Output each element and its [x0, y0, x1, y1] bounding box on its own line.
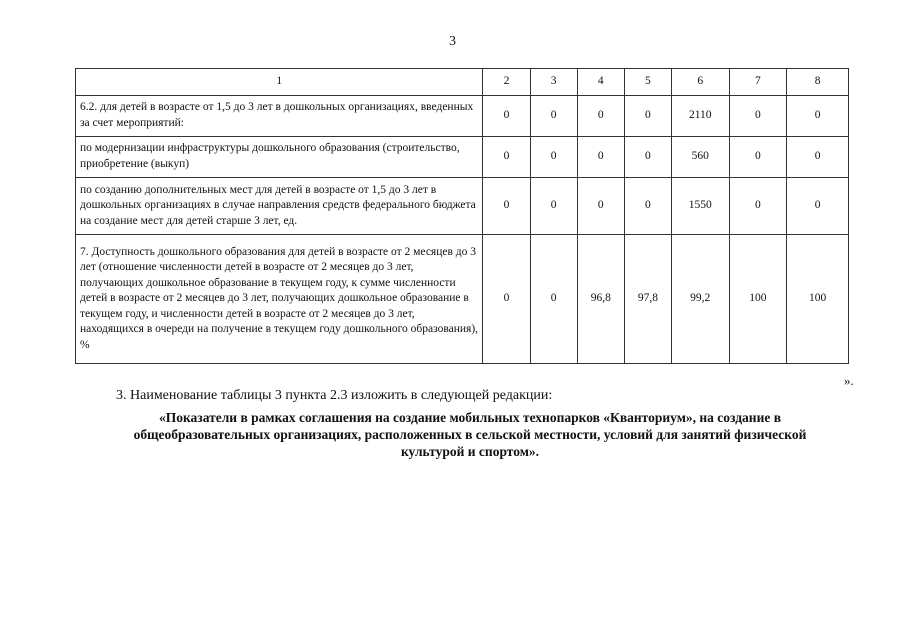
table-cell: 0 — [577, 96, 624, 137]
table-cell: 0 — [729, 96, 787, 137]
indicators-table — [75, 68, 849, 364]
table-cell: 0 — [624, 137, 671, 178]
amendment-item-text: 3. Наименование таблицы 3 пункта 2.3 изложить в следующей редакции: — [116, 388, 553, 403]
table-cell: 0 — [483, 137, 530, 178]
table-row — [76, 96, 849, 137]
table-cell: 0 — [787, 137, 849, 178]
table-cell: 100 — [729, 235, 787, 364]
table-cell: 0 — [483, 178, 530, 235]
table-row — [76, 235, 849, 364]
header-cell: 8 — [787, 69, 849, 96]
row-label: 6.2. для детей в возрасте от 1,5 до 3 лет в дошкольных организациях, введенных за счет мероприятий: — [76, 96, 483, 137]
table-cell: 1550 — [671, 178, 729, 235]
row-label: по модернизации инфраструктуры дошкольного образования (строительство, приобретение (выкуп) — [76, 137, 483, 178]
row-label: по созданию дополнительных мест для детей в возрасте от 1,5 до 3 лет в дошкольных организациях в случае направления средств федерального бюджета на создание мест для детей старше 3 лет, ед. — [76, 178, 483, 235]
header-cell: 4 — [577, 69, 624, 96]
table-cell: 0 — [787, 96, 849, 137]
row-label: 7. Доступность дошкольного образования для детей в возрасте от 2 месяцев до 3 лет (отношение численности детей в возрасте от 2 месяцев до 3 лет, получающих дошкольное образование в текущем году, к сумме численности детей в возрасте от 2 месяцев до 3 лет, получающих дошкольное образование в текущем году, и численности детей в возрасте от 2 месяцев до 3 лет, находящихся в очереди на получение в текущем году дошкольного образования), % — [76, 235, 483, 364]
table-cell: 0 — [624, 178, 671, 235]
table-cell: 97,8 — [624, 235, 671, 364]
table-cell: 99,2 — [671, 235, 729, 364]
table-cell: 96,8 — [577, 235, 624, 364]
table-cell: 2110 — [671, 96, 729, 137]
table-cell: 0 — [530, 178, 577, 235]
header-cell: 7 — [729, 69, 787, 96]
header-cell: 3 — [530, 69, 577, 96]
header-cell: 2 — [483, 69, 530, 96]
table-cell: 0 — [577, 137, 624, 178]
table-row — [76, 137, 849, 178]
table-cell: 0 — [787, 178, 849, 235]
header-cell: 1 — [76, 69, 483, 96]
table-cell: 0 — [729, 137, 787, 178]
table-cell: 100 — [787, 235, 849, 364]
header-cell: 5 — [624, 69, 671, 96]
table-cell: 0 — [530, 137, 577, 178]
table-row — [76, 178, 849, 235]
new-table-title: «Показатели в рамках соглашения на создание мобильных технопарков «Кванториум», на создание в общеобразовательных организациях, расположенных в сельской местности, условий для занятий физической культурой и спортом». — [133, 410, 807, 459]
table-cell: 0 — [530, 96, 577, 137]
table-cell: 0 — [530, 235, 577, 364]
table-cell: 0 — [624, 96, 671, 137]
table-cell: 560 — [671, 137, 729, 178]
page-number: 3 — [449, 34, 456, 49]
header-cell: 6 — [671, 69, 729, 96]
table-cell: 0 — [483, 235, 530, 364]
table-header-row — [76, 69, 849, 96]
table-cell: 0 — [729, 178, 787, 235]
table-cell: 0 — [577, 178, 624, 235]
closing-quote: ». — [844, 373, 854, 388]
table-cell: 0 — [483, 96, 530, 137]
